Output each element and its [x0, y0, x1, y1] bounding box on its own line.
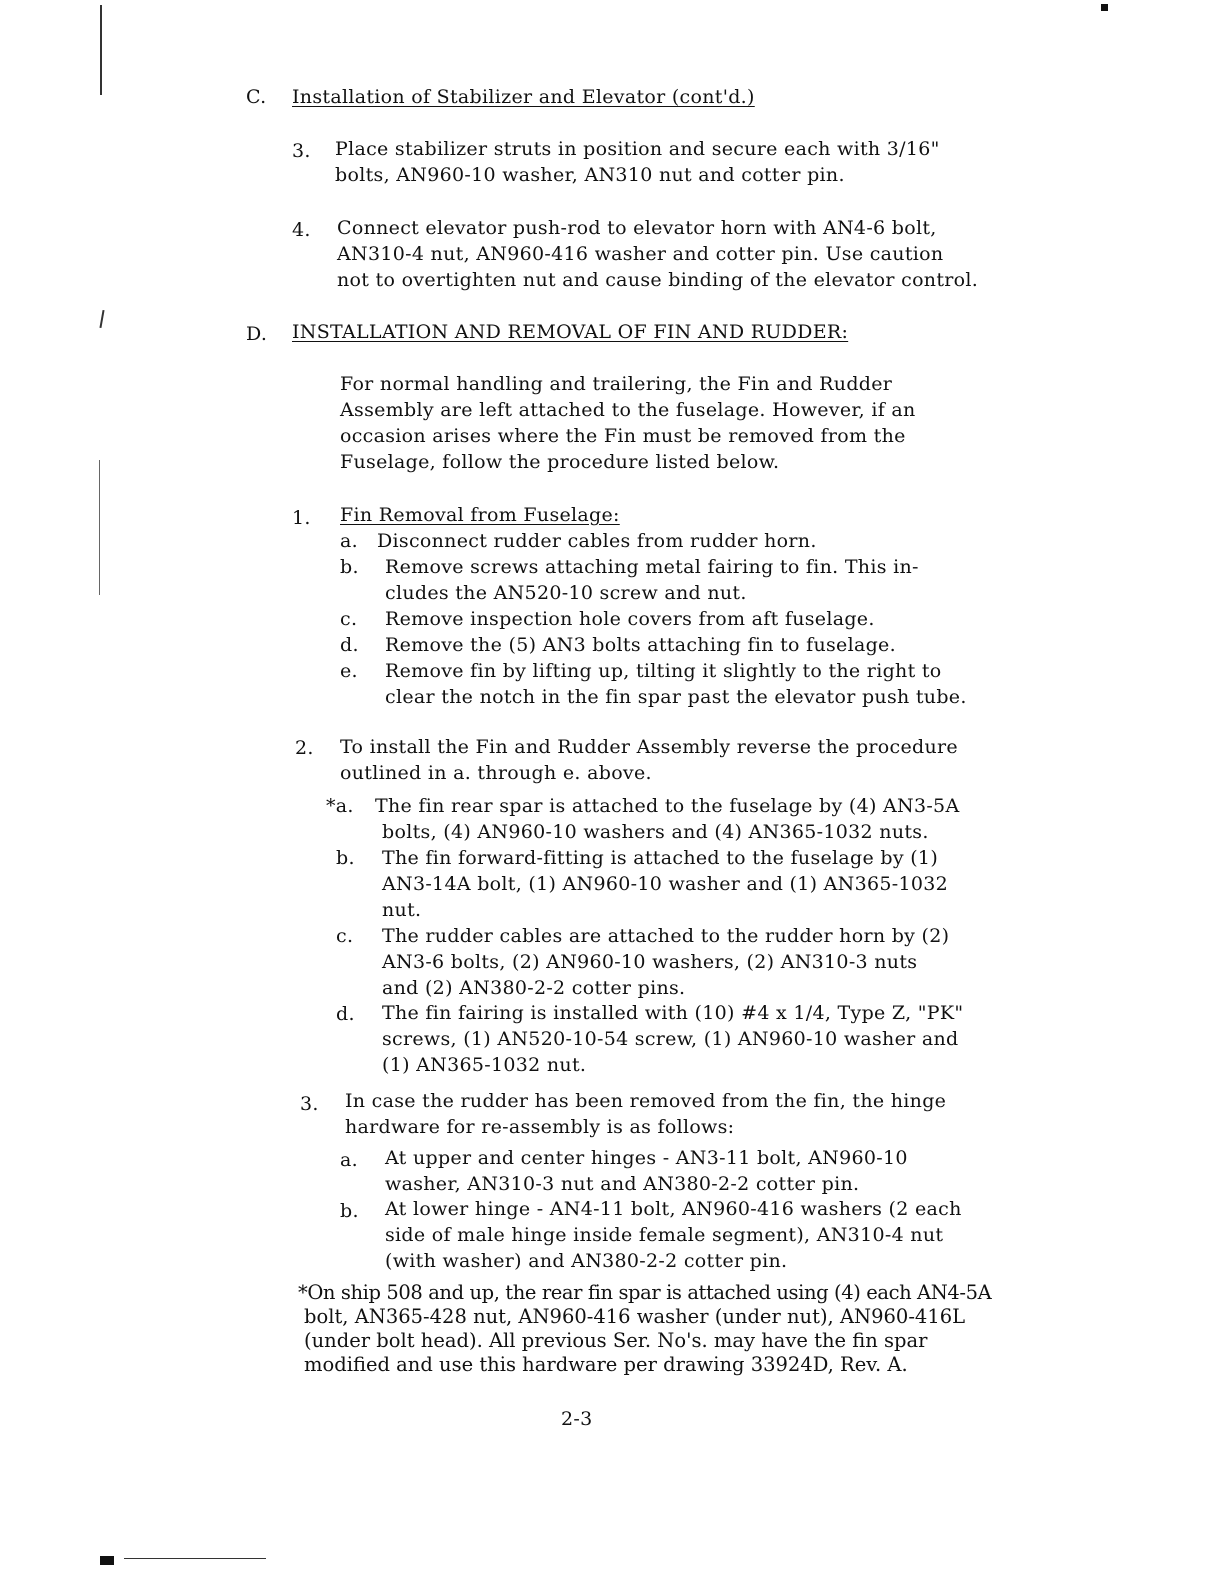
step-1-sub-c-line: Remove inspection hole covers from aft fuselage. [385, 608, 875, 630]
footnote-line: (under bolt head). All previous Ser. No's. may have the fin spar [304, 1329, 928, 1352]
step-1-title: Fin Removal from Fuselage: [340, 504, 620, 526]
scan-mark [99, 310, 104, 328]
item-4-number: 4. [292, 219, 311, 241]
step-3-sub-b-line: (with washer) and AN380-2-2 cotter pin. [385, 1250, 788, 1272]
step-3-sub-b-letter: b. [340, 1200, 359, 1222]
section-d-letter: D. [246, 323, 268, 345]
step-1-sub-e-line: clear the notch in the fin spar past the elevator push tube. [385, 686, 967, 708]
step-3-line: hardware for re-assembly is as follows: [345, 1116, 735, 1138]
step-1-sub-b-line: Remove screws attaching metal fairing to fin. This in- [385, 556, 919, 578]
step-3-sub-b-line: side of male hinge inside female segment), AN310-4 nut [385, 1224, 944, 1246]
step-2-line: outlined in a. through e. above. [340, 762, 652, 784]
step-2-line: To install the Fin and Rudder Assembly reverse the procedure [340, 736, 958, 758]
step-3-sub-a-letter: a. [340, 1149, 358, 1171]
section-c-heading: Installation of Stabilizer and Elevator (cont'd.) [292, 86, 755, 108]
step-2-sub-b-line: nut. [382, 899, 422, 921]
step-3-sub-b-line: At lower hinge - AN4-11 bolt, AN960-416 washers (2 each [385, 1198, 962, 1220]
step-1-number: 1. [292, 507, 311, 529]
intro-line: Assembly are left attached to the fuselage. However, if an [340, 399, 916, 421]
intro-line: For normal handling and trailering, the Fin and Rudder [340, 373, 893, 395]
step-2-number: 2. [295, 737, 314, 759]
step-2-sub-c-line: and (2) AN380-2-2 cotter pins. [382, 977, 686, 999]
step-2-sub-b-line: The fin forward-fitting is attached to the fuselage by (1) [382, 847, 939, 869]
step-3-sub-a-line: washer, AN310-3 nut and AN380-2-2 cotter pin. [385, 1173, 860, 1195]
step-1-sub-b-line: cludes the AN520-10 screw and nut. [385, 582, 747, 604]
scan-rule [124, 1558, 266, 1559]
section-d-heading: INSTALLATION AND REMOVAL OF FIN AND RUDDER: [292, 321, 849, 343]
item-4-line: AN310-4 nut, AN960-416 washer and cotter pin. Use caution [337, 243, 944, 265]
step-2-sub-d-line: screws, (1) AN520-10-54 screw, (1) AN960-10 washer and [382, 1028, 959, 1050]
step-1-sub-b-letter: b. [340, 556, 359, 578]
step-2-sub-c-letter: c. [336, 925, 354, 947]
scan-mark [100, 1556, 114, 1565]
footnote-line: *On ship 508 and up, the rear fin spar is attached using (4) each AN4-5A [298, 1281, 992, 1304]
step-1-sub-c-letter: c. [340, 608, 358, 630]
step-2-sub-d-line: (1) AN365-1032 nut. [382, 1054, 587, 1076]
step-3-number: 3. [300, 1093, 319, 1115]
step-2-sub-d-line: The fin fairing is installed with (10) #4 x 1/4, Type Z, "PK" [382, 1002, 964, 1024]
step-2-sub-b-line: AN3-14A bolt, (1) AN960-10 washer and (1) AN365-1032 [382, 873, 949, 895]
section-c-letter: C. [246, 86, 267, 108]
page-number: 2-3 [561, 1408, 593, 1430]
item-4-line: Connect elevator push-rod to elevator horn with AN4-6 bolt, [337, 217, 937, 239]
footnote-line: modified and use this hardware per drawing 33924D, Rev. A. [304, 1353, 908, 1376]
step-1-sub-a-letter: a. [340, 530, 358, 552]
item-3-line: bolts, AN960-10 washer, AN310 nut and cotter pin. [335, 164, 845, 186]
step-1-sub-e-line: Remove fin by lifting up, tilting it slightly to the right to [385, 660, 942, 682]
scan-margin-line [99, 460, 100, 595]
step-2-sub-a-line: The fin rear spar is attached to the fuselage by (4) AN3-5A [375, 795, 960, 817]
scan-mark [1101, 4, 1108, 11]
intro-line: occasion arises where the Fin must be removed from the [340, 425, 906, 447]
step-2-sub-c-line: The rudder cables are attached to the rudder horn by (2) [382, 925, 950, 947]
item-3-line: Place stabilizer struts in position and secure each with 3/16" [335, 138, 940, 160]
step-1-sub-d-letter: d. [340, 634, 359, 656]
step-2-sub-b-letter: b. [336, 847, 355, 869]
step-2-sub-d-letter: d. [336, 1003, 355, 1025]
footnote-line: bolt, AN365-428 nut, AN960-416 washer (under nut), AN960-416L [304, 1305, 966, 1328]
step-1-sub-e-letter: e. [340, 660, 358, 682]
step-2-sub-a-line: bolts, (4) AN960-10 washers and (4) AN365-1032 nuts. [382, 821, 929, 843]
step-1-sub-d-line: Remove the (5) AN3 bolts attaching fin to fuselage. [385, 634, 896, 656]
item-3-number: 3. [292, 140, 311, 162]
intro-line: Fuselage, follow the procedure listed below. [340, 451, 780, 473]
step-3-line: In case the rudder has been removed from the fin, the hinge [345, 1090, 947, 1112]
step-2-sub-c-line: AN3-6 bolts, (2) AN960-10 washers, (2) AN310-3 nuts [382, 951, 918, 973]
scan-margin-line [100, 5, 102, 95]
item-4-line: not to overtighten nut and cause binding of the elevator control. [337, 269, 979, 291]
step-1-sub-a-line: Disconnect rudder cables from rudder horn. [377, 530, 817, 552]
step-2-sub-a-letter: *a. [326, 795, 354, 817]
step-3-sub-a-line: At upper and center hinges - AN3-11 bolt, AN960-10 [385, 1147, 908, 1169]
